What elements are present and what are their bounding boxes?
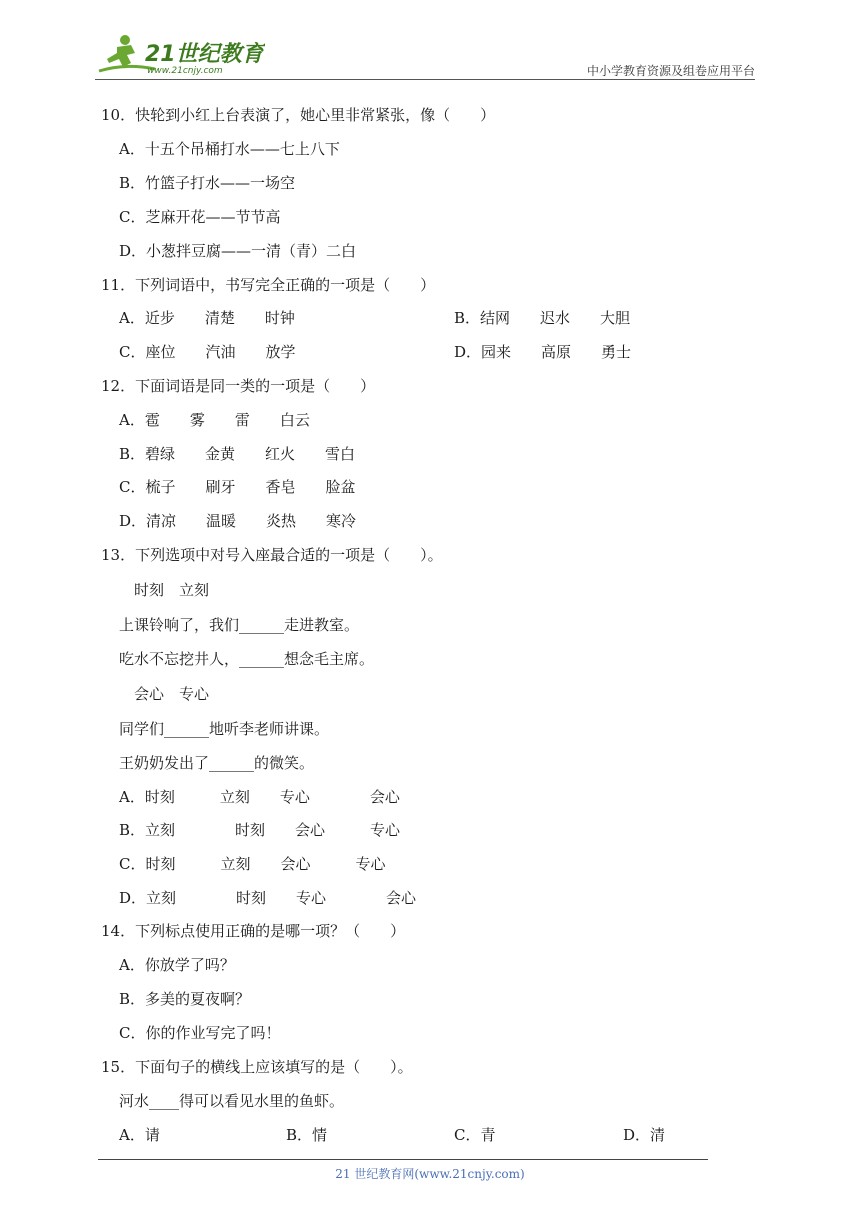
logo [95, 33, 265, 77]
question-15-option-a: A．请 [119, 1126, 160, 1144]
question-12-option-c: C．梳子 刷牙 香皂 脸盆 [119, 478, 356, 496]
question-14-option-a: A．你放学了吗？ [119, 956, 235, 974]
question-11-option-a: A．近步 清楚 时钟 [119, 309, 295, 327]
header-platform-text: 中小学教育资源及组卷应用平台 [586, 64, 755, 78]
question-10-option-b: B．竹篮子打水——一场空 [119, 174, 296, 192]
question-13-option-b: B．立刻 时刻 会心 专心 [119, 821, 401, 839]
question-12-option-b: B．碧绿 金黄 红火 雪白 [119, 445, 356, 463]
question-13-word-pair-1: 时刻 立刻 [119, 581, 210, 599]
question-10-stem: 10．快轮到小红上台表演了，她心里非常紧张，像（ ） [101, 106, 496, 124]
question-13-sentence-2: 吃水不忘挖井人，______想念毛主席。 [119, 650, 375, 668]
logo-url: www.21cnjy.com [147, 66, 223, 76]
logo-text: 21世纪教育 [145, 42, 264, 67]
question-12-option-a: A．雹 雾 雷 白云 [119, 411, 310, 429]
question-15-option-b: B．情 [286, 1126, 328, 1144]
question-15-option-d: D．清 [623, 1126, 666, 1144]
header-divider [95, 79, 755, 80]
question-10-option-d: D．小葱拌豆腐——一清（青）二白 [119, 242, 357, 260]
question-10-option-c: C．芝麻开花——节节高 [119, 208, 281, 226]
question-14-stem: 14．下列标点使用正确的是哪一项？（ ） [101, 922, 406, 940]
question-10-option-a: A．十五个吊桶打水——七上八下 [119, 140, 340, 158]
question-12-option-d: D．清凉 温暖 炎热 寒冷 [119, 512, 357, 530]
question-11-stem: 11．下列词语中，书写完全正确的一项是（ ） [101, 276, 436, 294]
question-14-option-c: C．你的作业写完了吗！ [119, 1024, 281, 1042]
question-11-option-b: B．结网 迟水 大胆 [454, 309, 631, 327]
question-15-option-c: C．青 [454, 1126, 496, 1144]
footer-divider [98, 1159, 708, 1160]
footer-text: 21 世纪教育网(www.21cnjy.com) [335, 1167, 525, 1181]
question-13-stem: 13．下列选项中对号入座最合适的一项是（ ）。 [101, 546, 443, 564]
question-11-option-d: D．园来 高原 勇士 [454, 343, 632, 361]
question-13-option-c: C．时刻 立刻 会心 专心 [119, 855, 386, 873]
question-15-stem: 15．下面句子的横线上应该填写的是（ ）。 [101, 1058, 413, 1076]
question-13-sentence-3: 同学们______地听李老师讲课。 [119, 720, 330, 738]
question-11-option-c: C．座位 汽油 放学 [119, 343, 296, 361]
question-15-sentence: 河水____得可以看见水里的鱼虾。 [119, 1092, 345, 1110]
question-13-word-pair-2: 会心 专心 [119, 685, 210, 703]
question-14-option-b: B．多美的夏夜啊？ [119, 990, 251, 1008]
question-13-option-a: A．时刻 立刻 专心 会心 [119, 788, 400, 806]
question-13-sentence-4: 王奶奶发出了______的微笑。 [119, 754, 315, 772]
question-13-option-d: D．立刻 时刻 专心 会心 [119, 889, 417, 907]
question-12-stem: 12．下面词语是同一类的一项是（ ） [101, 377, 376, 395]
page-header [95, 33, 755, 79]
question-13-sentence-1: 上课铃响了，我们______走进教室。 [119, 616, 360, 634]
